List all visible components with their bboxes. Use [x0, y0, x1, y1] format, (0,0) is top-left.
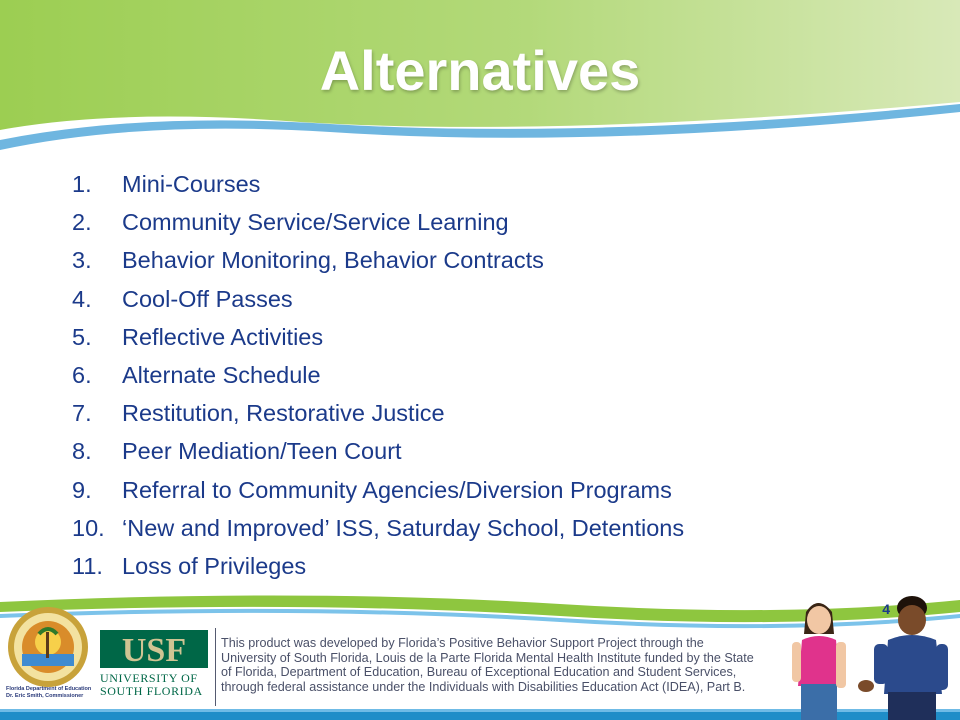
list-item	[72, 280, 684, 318]
list-item	[72, 547, 684, 585]
usf-name	[100, 672, 220, 698]
usf-logo-text: USF	[121, 632, 187, 668]
list-item	[72, 356, 684, 394]
funding-notice-line: University of South Florida, Louis de la Parte Florida Mental Health Institute funded by the State	[221, 650, 754, 665]
list-item	[72, 394, 684, 432]
funding-notice	[221, 636, 796, 694]
list-item-text: ‘New and Improved’ ISS, Saturday School, Detentions	[122, 514, 685, 541]
list-item-number: 3.	[72, 247, 92, 274]
list-item-number: 9.	[72, 476, 92, 503]
seal-caption	[6, 686, 106, 700]
list-item-number: 1.	[72, 171, 92, 197]
funding-notice-line: This product was developed by Florida’s Positive Behavior Support Project through the	[221, 636, 704, 650]
alternatives-list	[72, 165, 684, 585]
list-item-text: Peer Mediation/Teen Court	[122, 438, 402, 465]
list-item-text: Referral to Community Agencies/Diversion Programs	[122, 476, 672, 503]
page-number: 4	[882, 601, 890, 617]
list-item	[72, 203, 684, 241]
usf-name-line1: UNIVERSITY OF	[100, 671, 198, 685]
list-item-text: Mini-Courses	[122, 171, 261, 197]
funding-notice-line: through federal assistance under the Individuals with Disabilities Education Act (IDEA), Part B.	[221, 679, 746, 694]
children-illustration	[784, 594, 954, 720]
list-item	[72, 241, 684, 279]
slide-title: Alternatives	[319, 39, 641, 102]
list-item-text: Community Service/Service Learning	[122, 209, 509, 236]
list-item	[72, 318, 684, 356]
list-item-number: 2.	[72, 209, 92, 236]
list-item	[72, 432, 684, 470]
list-item-number: 11.	[72, 552, 103, 579]
list-item	[72, 471, 684, 509]
list-item-text: Reflective Activities	[122, 323, 324, 350]
girl-figure-icon	[792, 603, 846, 720]
list-item-text: Restitution, Restorative Justice	[122, 400, 445, 427]
list-item-number: 10.	[72, 514, 105, 541]
list-item-text: Alternate Schedule	[122, 361, 321, 388]
list-item-number: 8.	[72, 438, 92, 465]
list-item-number: 6.	[72, 361, 92, 388]
list-item-number: 4.	[72, 285, 92, 312]
list-item-number: 5.	[72, 323, 92, 350]
list-item-text: Behavior Monitoring, Behavior Contracts	[122, 247, 544, 274]
seal-caption-title: Florida Department of Education	[6, 686, 92, 692]
seal-caption-sub: Dr. Eric Smith, Commissioner	[6, 693, 84, 699]
usf-logo	[100, 630, 208, 668]
list-item	[72, 509, 684, 547]
boy-figure-icon	[858, 596, 948, 720]
list-item-number: 7.	[72, 400, 92, 427]
footer-divider	[215, 628, 216, 706]
funding-notice-line: of Florida, Department of Education, Bureau of Exceptional Education and Student Services,	[221, 665, 737, 680]
florida-seal-icon	[6, 606, 90, 688]
list-item-text: Loss of Privileges	[122, 552, 307, 579]
list-item	[72, 165, 684, 203]
list-item-text: Cool-Off Passes	[122, 285, 293, 312]
usf-name-line2: SOUTH FLORIDA	[100, 684, 203, 698]
